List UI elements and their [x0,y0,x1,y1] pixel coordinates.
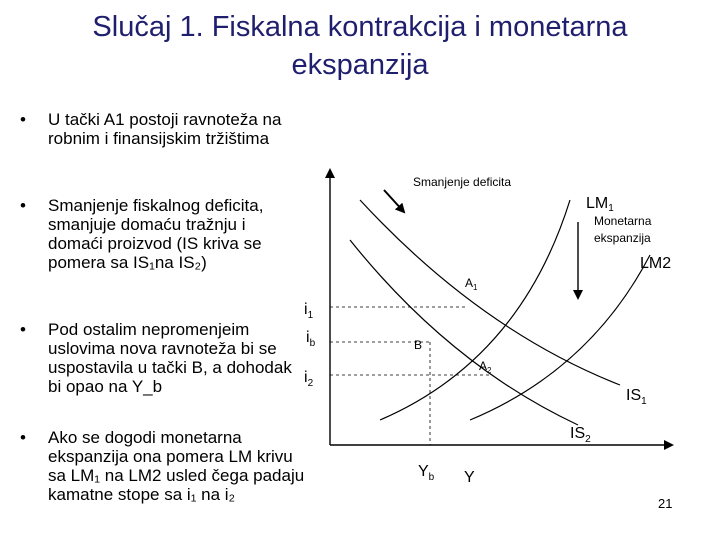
bullet-text: Pod ostalim nepromenjeim uslovima nova ravnoteža bi se uspostavila u tački B, a dohodak bi opao na Y_b [48,320,292,396]
lm1-curve [380,200,570,420]
lm2-curve [470,255,650,420]
point-b-label: B [414,338,423,352]
bullet-dot: • [20,110,26,129]
monetary-label-line-1: Monetarna [594,214,652,228]
lm1-label: LM1 [586,195,614,214]
is1-label: $IS_1$ [626,387,647,407]
i1-label: $i_1$ [304,301,314,321]
bullet-text: Smanjenje fiskalnog deficita, smanjuje domaću tražnju i domaći proizvod (IS kriva se pomera sa IS₁na IS₂) [48,196,264,272]
is2-curve [350,240,578,425]
bullet-dot: • [20,196,26,215]
deficit-shift-arrow [384,190,404,212]
y-axis-label: Y [464,469,475,486]
point-a2-label: $A_2$ [479,359,492,375]
yb-label: $Y_b$ [418,463,435,483]
is2-label: $IS_2$ [570,425,591,445]
bullet-text: Ako se dogodi monetarna ekspanzija ona pomera LM krivu sa LM₁ na LM2 usled čega padaju kamatne stope sa i₁ na i₂ [48,428,305,504]
bullet-text: U tački A1 postoji ravnoteža na robnim i finansijskim tržištima [48,110,282,148]
slide-title-line-1: Slučaj 1. Fiskalna kontrakcija i monetarna [92,11,628,43]
slide-title-line-2: ekspanzija [291,49,429,81]
monetary-label-line-2: ekspanzija [594,231,651,245]
i2-label: $i_2$ [304,369,314,389]
page-number: 21 [658,496,673,511]
ib-label: $i_b$ [306,329,316,349]
lm2-label: LM2 [640,255,672,272]
point-a1-label: $A_1$ [465,276,478,292]
deficit-label: Smanjenje deficita [413,175,512,189]
bullet-dot: • [20,428,26,447]
bullet-dot: • [20,320,26,339]
is1-curve [360,200,620,385]
